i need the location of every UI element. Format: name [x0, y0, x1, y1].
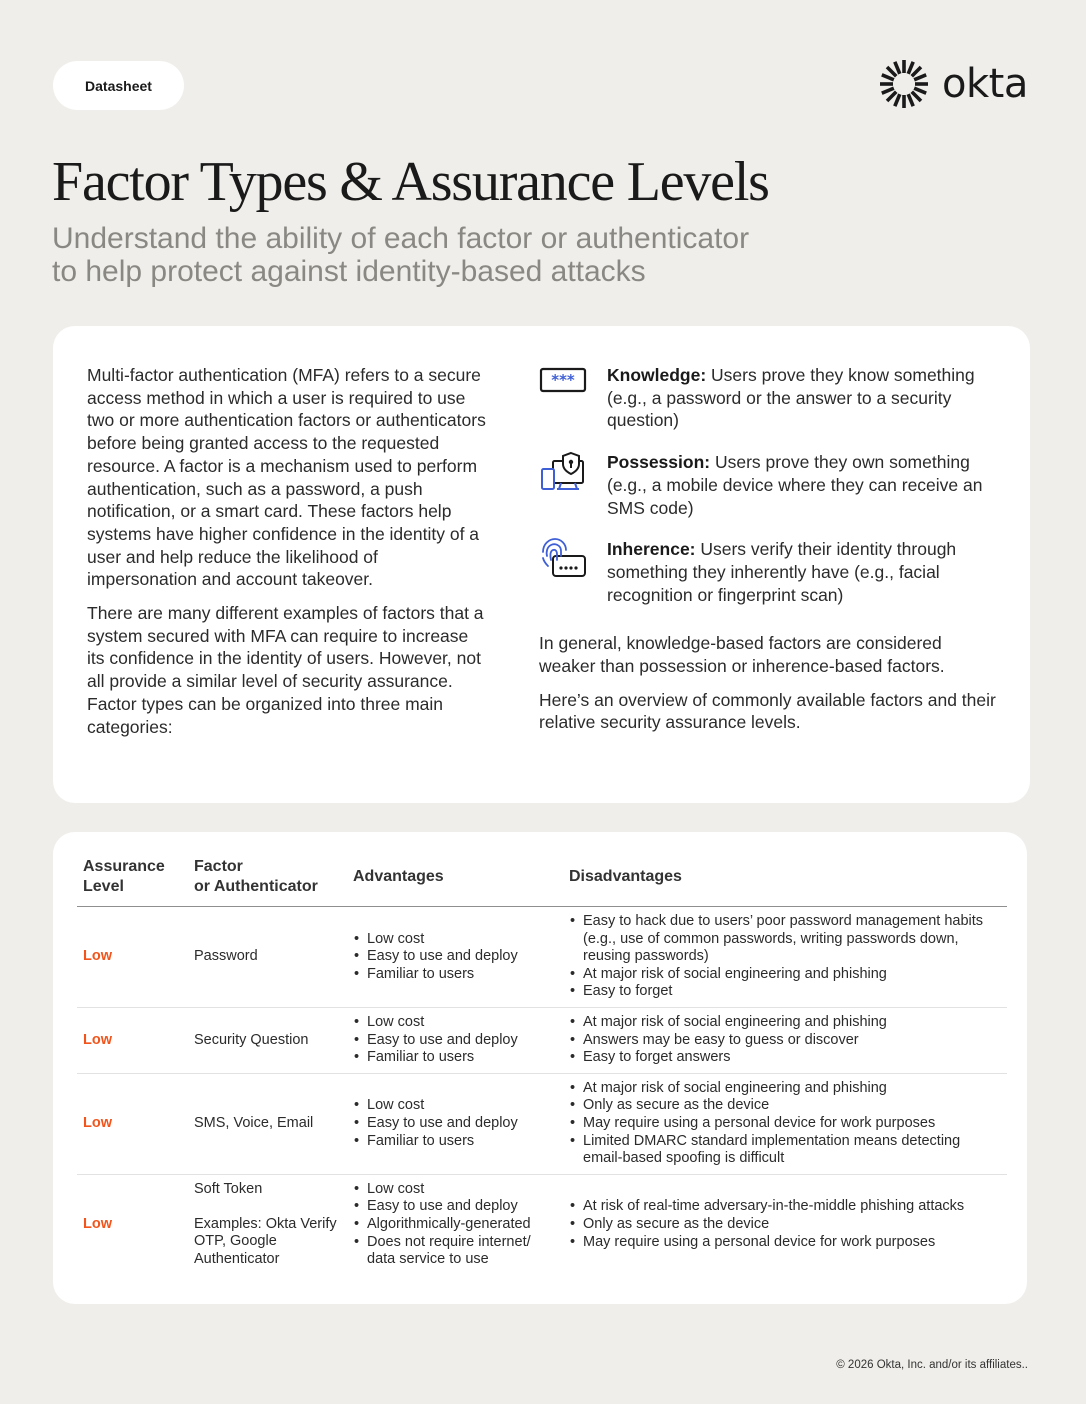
- disadvantages-cell: [563, 1073, 1007, 1174]
- page-subtitle: [52, 222, 852, 288]
- factor-examples: Examples: Okta Verify OTP, Google Authenticator: [194, 1215, 337, 1267]
- list-item: • At risk of real-time adversary-in-the-middle phishing attacks: [569, 1198, 1003, 1216]
- list-item: • Familiar to users: [353, 1133, 559, 1151]
- copyright-footer: © 2026 Okta, Inc. and/or its affiliates..: [836, 1359, 1028, 1371]
- category-text: Users prove they own something (e.g., a mobile device where they can receive an SMS code): [607, 452, 983, 518]
- page-title: Factor Types & Assurance Levels: [52, 151, 769, 213]
- list-item: • Easy to use and deploy: [353, 1032, 559, 1050]
- category-name: Possession:: [607, 452, 711, 473]
- advantages-cell: [347, 1174, 563, 1274]
- factor-name: [188, 1174, 347, 1274]
- list-item: • Low cost: [353, 1014, 559, 1032]
- assurance-level: Low: [83, 1215, 112, 1232]
- list-item: • Easy to forget answers: [569, 1049, 1003, 1067]
- intro-closing: In general, knowledge-based factors are considered weaker than possession or inherence-based factors.: [539, 633, 945, 677]
- assurance-level: Low: [77, 1007, 188, 1073]
- datasheet-badge: Datasheet: [53, 61, 184, 110]
- table-row: [77, 1073, 1007, 1174]
- category-text: Users prove they know something (e.g., a password or the answer to a security question): [607, 365, 975, 431]
- list-item: • At major risk of social engineering and phishing: [569, 1014, 1003, 1032]
- advantages-cell: [347, 1007, 563, 1073]
- subtitle-line: to help protect against identity-based attacks: [52, 255, 646, 288]
- fingerprint-icon: [539, 536, 587, 584]
- list-item: • Does not require internet/ data service to use: [353, 1234, 559, 1269]
- intro-closing: Here’s an overview of commonly available factors and their relative security assurance levels.: [539, 689, 996, 733]
- header-factor: Factor or Authenticator: [188, 854, 347, 907]
- list-item: • Algorithmically-generated: [353, 1216, 559, 1234]
- list-item: • Easy to forget: [569, 983, 1003, 1001]
- subtitle-line: Understand the ability of each factor or authenticator: [52, 222, 750, 255]
- list-item: • Easy to hack due to users’ poor password management habits (e.g., use of common passwords, writing passwords down, reusing passwords): [569, 913, 1003, 966]
- list-item: • At major risk of social engineering and phishing: [569, 966, 1003, 984]
- category-name: Knowledge:: [607, 365, 707, 385]
- table-row: [77, 1174, 1007, 1274]
- category-text: Users verify their identity through something they inherently have (e.g., facial recognition or fingerprint scan): [607, 539, 957, 605]
- list-item: • Only as secure as the device: [569, 1216, 1003, 1234]
- category-name: Inherence:: [607, 539, 696, 560]
- disadvantages-cell: [563, 907, 1007, 1008]
- factor-table-card: [53, 832, 1027, 1304]
- category-knowledge: [539, 364, 999, 432]
- list-item: • Familiar to users: [353, 966, 559, 984]
- factor-name: SMS, Voice, Email: [188, 1073, 347, 1174]
- header-assurance-level: Assurance Level: [77, 854, 188, 907]
- intro-paragraph: Multi-factor authentication (MFA) refers to a secure access method in which a user is required to use two or more authentication factors or authenticators before being granted access to the requested resource. A factor is a mechanism used to perform authentication, such as a password, a push notification, or a smart card. These factors help systems have higher confidence in the identity of a user and help reduce the likelihood of impersonation and account takeover.: [87, 365, 486, 590]
- list-item: • At major risk of social engineering and phishing: [569, 1080, 1003, 1098]
- factor-name: Security Question: [188, 1007, 347, 1073]
- list-item: • Familiar to users: [353, 1049, 559, 1067]
- list-item: • Answers may be easy to guess or discover: [569, 1032, 1003, 1050]
- category-possession: [539, 451, 999, 519]
- devices-lock-icon: [539, 449, 587, 497]
- disadvantages-cell: [563, 1174, 1007, 1274]
- okta-logo: [878, 58, 1028, 110]
- assurance-level: Low: [77, 907, 188, 1008]
- list-item: • Low cost: [353, 1181, 559, 1199]
- factor-name: Password: [188, 907, 347, 1008]
- list-item: • May require using a personal device for work purposes: [569, 1234, 1003, 1252]
- list-item: • Limited DMARC standard implementation means detecting email-based spoofing is difficult: [569, 1133, 1003, 1168]
- disadvantages-cell: [563, 1007, 1007, 1073]
- factor-categories: [539, 364, 999, 745]
- assurance-level: Low: [77, 1073, 188, 1174]
- table-row: [77, 1007, 1007, 1073]
- intro-text: [87, 364, 487, 749]
- header-disadvantages: Disadvantages: [563, 854, 1007, 907]
- password-field-icon: [539, 362, 587, 410]
- intro-card: [53, 326, 1030, 803]
- advantages-cell: [347, 907, 563, 1008]
- category-inherence: [539, 538, 999, 606]
- factor-title: Soft Token: [194, 1181, 263, 1198]
- advantages-cell: [347, 1073, 563, 1174]
- list-item: • May require using a personal device for work purposes: [569, 1115, 1003, 1133]
- okta-wordmark: okta: [942, 61, 1028, 107]
- list-item: • Low cost: [353, 1097, 559, 1115]
- factor-table: [77, 854, 1007, 1275]
- intro-paragraph: There are many different examples of factors that a system secured with MFA can require to increase its confidence in the identity of users. However, not all provide a similar level of security assurance. Factor types can be organized into three main categories:: [87, 603, 484, 737]
- list-item: • Only as secure as the device: [569, 1097, 1003, 1115]
- table-header-row: [77, 854, 1007, 907]
- list-item: • Easy to use and deploy: [353, 948, 559, 966]
- list-item: • Easy to use and deploy: [353, 1115, 559, 1133]
- okta-sunburst-icon: [878, 58, 930, 110]
- list-item: • Low cost: [353, 931, 559, 949]
- table-row: [77, 907, 1007, 1008]
- svg-text:***: ***: [551, 371, 575, 389]
- list-item: • Easy to use and deploy: [353, 1198, 559, 1216]
- header-advantages: Advantages: [347, 854, 563, 907]
